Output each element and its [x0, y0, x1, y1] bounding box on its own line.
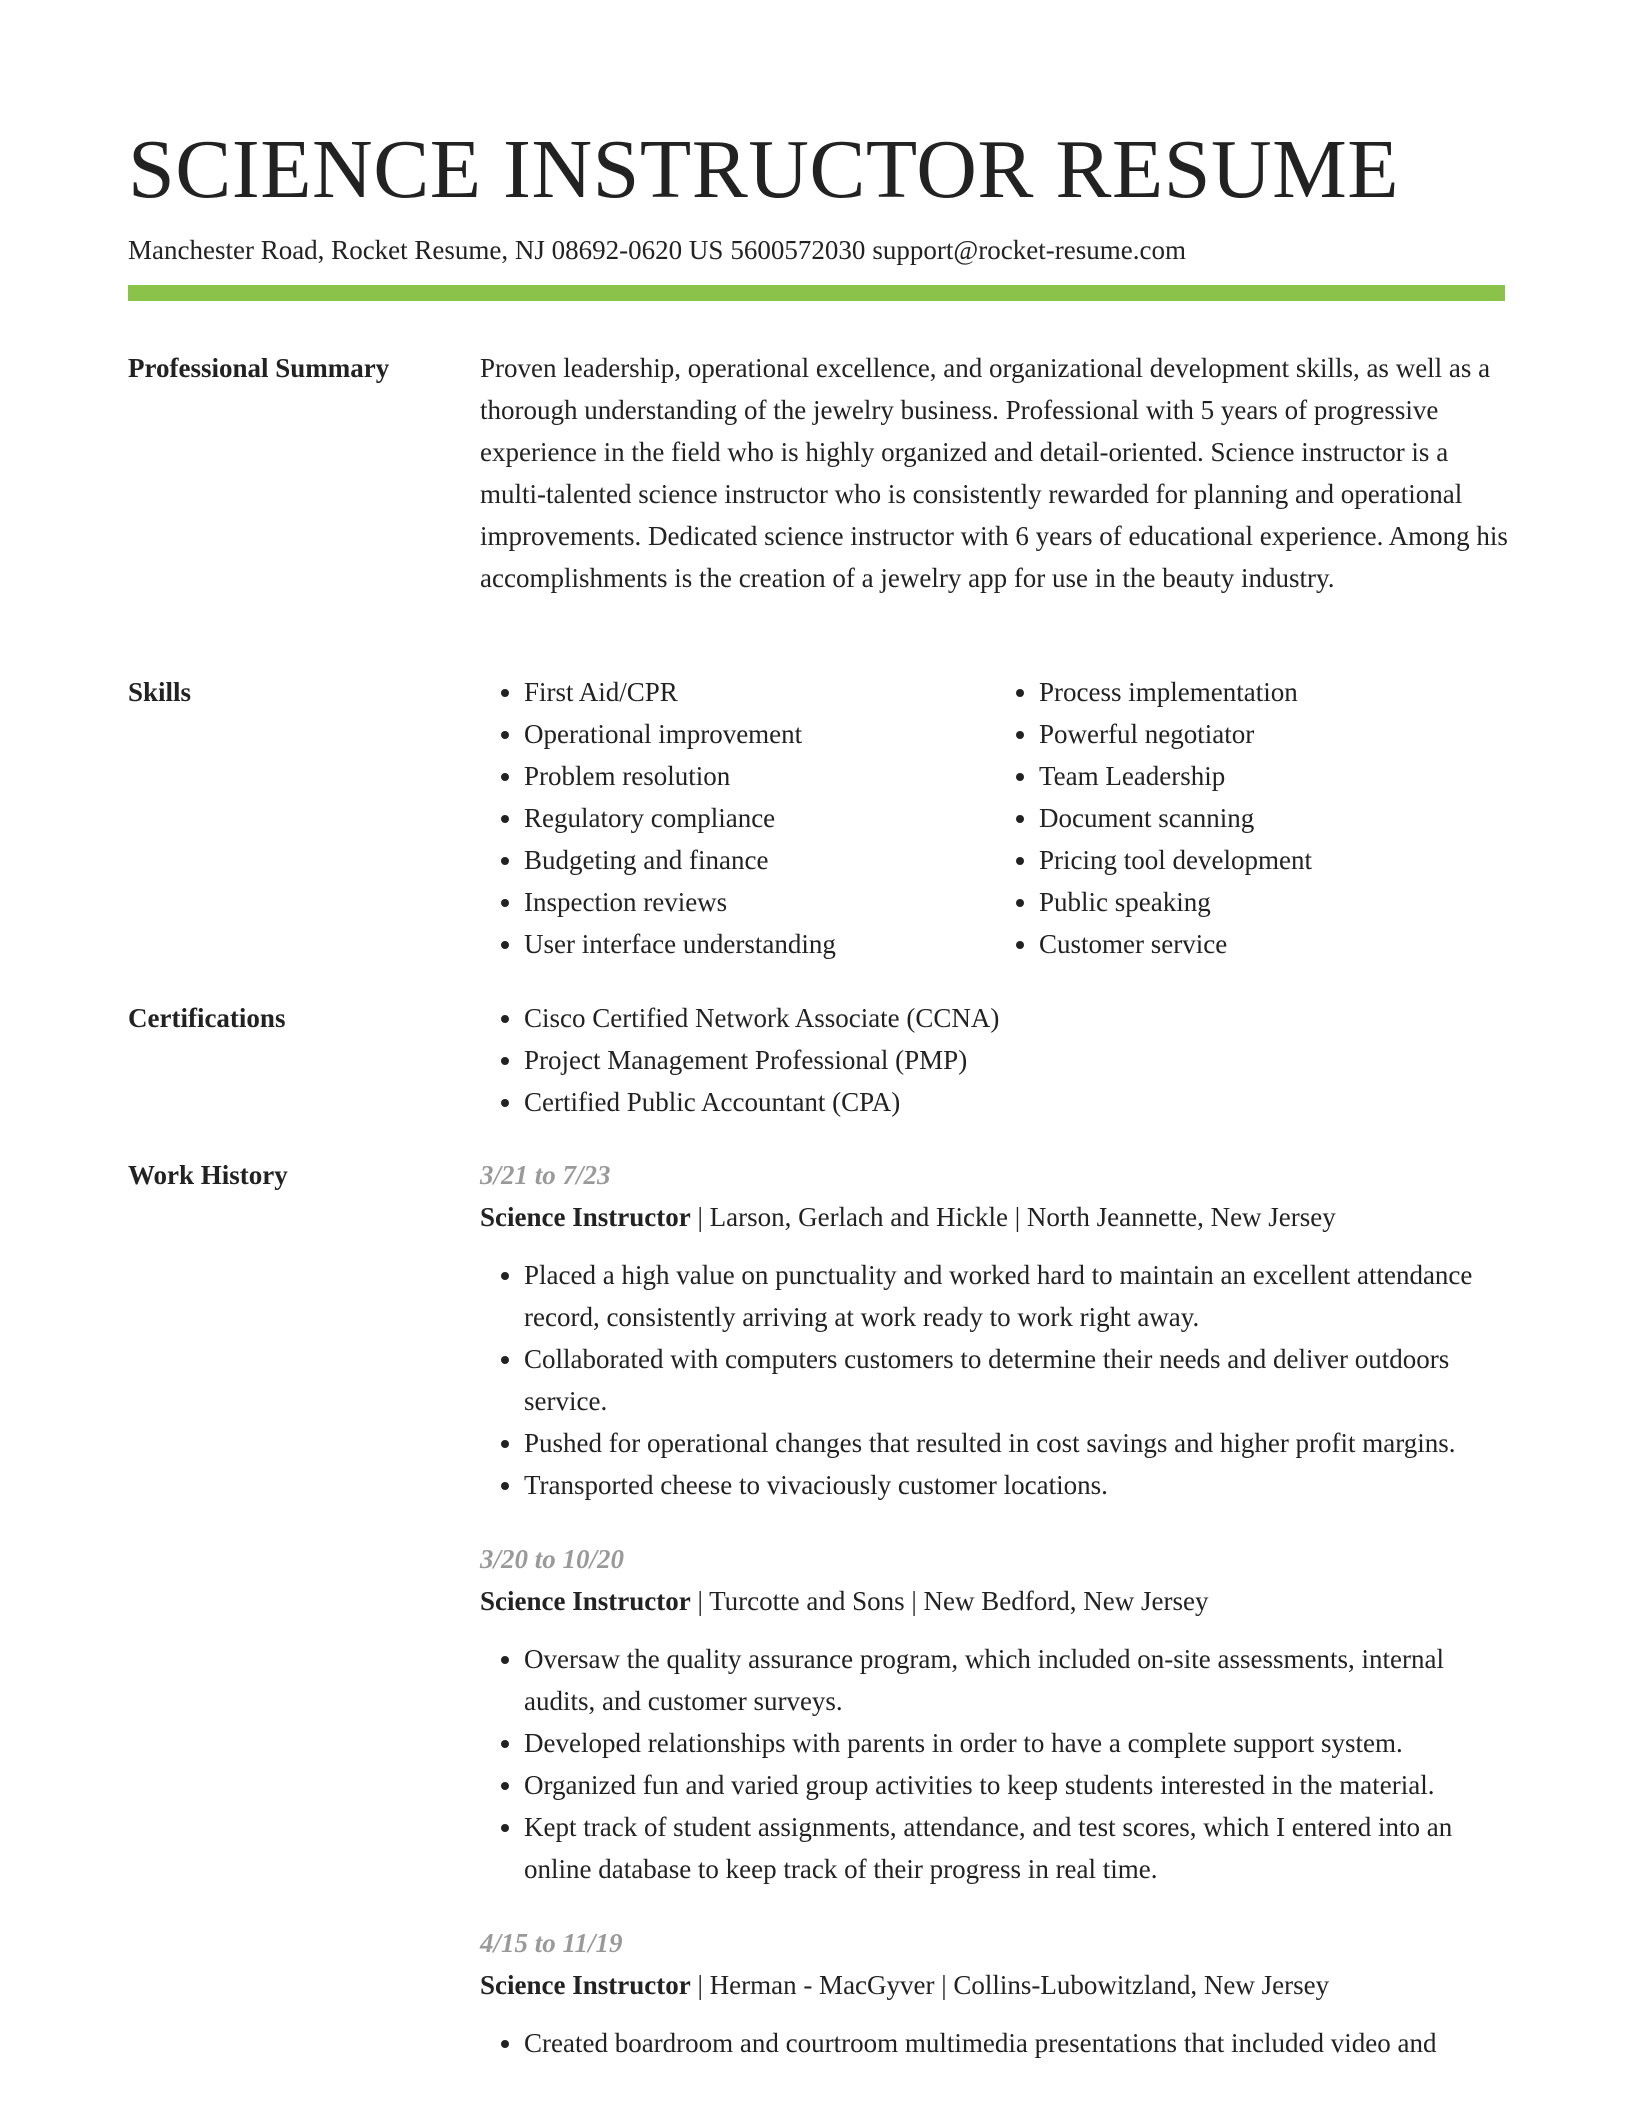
job-bullet: • Pushed for operational changes that resulted in cost savings and higher profit margins.: [524, 1422, 1510, 1464]
job-bullet: • Placed a high value on punctuality and worked hard to maintain an excellent attendance record, consistently arriving at work ready to work right away.: [524, 1254, 1510, 1338]
job-dates: 3/20 to 10/20: [480, 1544, 625, 1574]
skills-list-left: [480, 671, 995, 965]
job-bullet: • Developed relationships with parents in order to have a complete support system.: [524, 1722, 1510, 1764]
job-bullet: • Kept track of student assignments, attendance, and test scores, which I entered into an online database to keep track of their progress in real time.: [524, 1806, 1510, 1890]
job-bullets: [480, 2022, 1510, 2064]
certifications-body: [480, 997, 1510, 1123]
skill-item: • Powerful negotiator: [1039, 713, 1510, 755]
job-entry: [480, 1154, 1510, 1506]
job-title: Science Instructor: [480, 1586, 691, 1616]
job-title-line: [480, 1964, 1510, 2006]
job-bullets: [480, 1254, 1510, 1506]
job-details: | Turcotte and Sons | New Bedford, New Jersey: [690, 1586, 1209, 1616]
job-title-line: [480, 1580, 1510, 1622]
summary-heading: Professional Summary: [128, 353, 390, 383]
contact-line: [128, 232, 1186, 268]
job-details: | Herman - MacGyver | Collins-Lubowitzland, New Jersey: [690, 1970, 1330, 2000]
job-title-line: [480, 1196, 1510, 1238]
work-history-body: [480, 1154, 1510, 2064]
work-history-heading: Work History: [128, 1160, 288, 1190]
skills-body: [480, 671, 1510, 965]
contact-email: support@rocket-resume.com: [872, 235, 1186, 265]
certifications-heading: Certifications: [128, 1003, 286, 1033]
skill-item: • Document scanning: [1039, 797, 1510, 839]
job-details: | Larson, Gerlach and Hickle | North Jeannette, New Jersey: [690, 1202, 1336, 1232]
job-title: Science Instructor: [480, 1202, 691, 1232]
job-bullet: • Oversaw the quality assurance program, which included on-site assessments, internal audits, and customer surveys.: [524, 1638, 1510, 1722]
skill-item: • Public speaking: [1039, 881, 1510, 923]
skill-item: • Problem resolution: [524, 755, 995, 797]
job-dates: 4/15 to 11/19: [480, 1928, 623, 1958]
summary-body: [480, 347, 1510, 599]
skills-heading: Skills: [128, 677, 192, 707]
job-bullet: • Collaborated with computers customers to determine their needs and deliver outdoors service.: [524, 1338, 1510, 1422]
job-dates: 3/21 to 7/23: [480, 1160, 611, 1190]
skill-item: • Budgeting and finance: [524, 839, 995, 881]
skill-item: • Process implementation: [1039, 671, 1510, 713]
job-entry: [480, 1922, 1510, 2064]
certification-item: • Project Management Professional (PMP): [524, 1039, 1510, 1081]
skill-item: • Regulatory compliance: [524, 797, 995, 839]
job-title: Science Instructor: [480, 1970, 691, 2000]
certification-item: • Certified Public Accountant (CPA): [524, 1081, 1510, 1123]
skills-list-right: [995, 671, 1510, 965]
job-bullet: • Organized fun and varied group activities to keep students interested in the material.: [524, 1764, 1510, 1806]
job-entry: [480, 1538, 1510, 1890]
skill-item: • Pricing tool development: [1039, 839, 1510, 881]
skill-item: • Inspection reviews: [524, 881, 995, 923]
contact-address: Manchester Road, Rocket Resume, NJ 08692-0620 US: [128, 235, 724, 265]
resume-title: SCIENCE INSTRUCTOR RESUME: [128, 123, 1400, 216]
contact-phone: 5600572030: [730, 235, 866, 265]
summary-text: Proven leadership, operational excellence, and organizational development skills, as well as a thorough understanding of the jewelry business. Professional with 5 years of progressive experience in the field who is highly organized and detail-oriented. Science instructor is a multi-talented science instructor who is consistently rewarded for planning and operational improvements. Dedicated science instructor with 6 years of educational experience. Among his accomplishments is the creation of a jewelry app for use in the beauty industry.: [480, 353, 1508, 593]
certification-item: • Cisco Certified Network Associate (CCNA): [524, 997, 1510, 1039]
skill-item: • Customer service: [1039, 923, 1510, 965]
accent-divider: [128, 285, 1505, 301]
job-bullet: • Transported cheese to vivaciously customer locations.: [524, 1464, 1510, 1506]
skill-item: • User interface understanding: [524, 923, 995, 965]
job-bullet: • Created boardroom and courtroom multimedia presentations that included video and: [524, 2022, 1510, 2064]
skill-item: • Team Leadership: [1039, 755, 1510, 797]
job-bullets: [480, 1638, 1510, 1890]
certifications-list: [480, 997, 1510, 1123]
skill-item: • Operational improvement: [524, 713, 995, 755]
skill-item: • First Aid/CPR: [524, 671, 995, 713]
